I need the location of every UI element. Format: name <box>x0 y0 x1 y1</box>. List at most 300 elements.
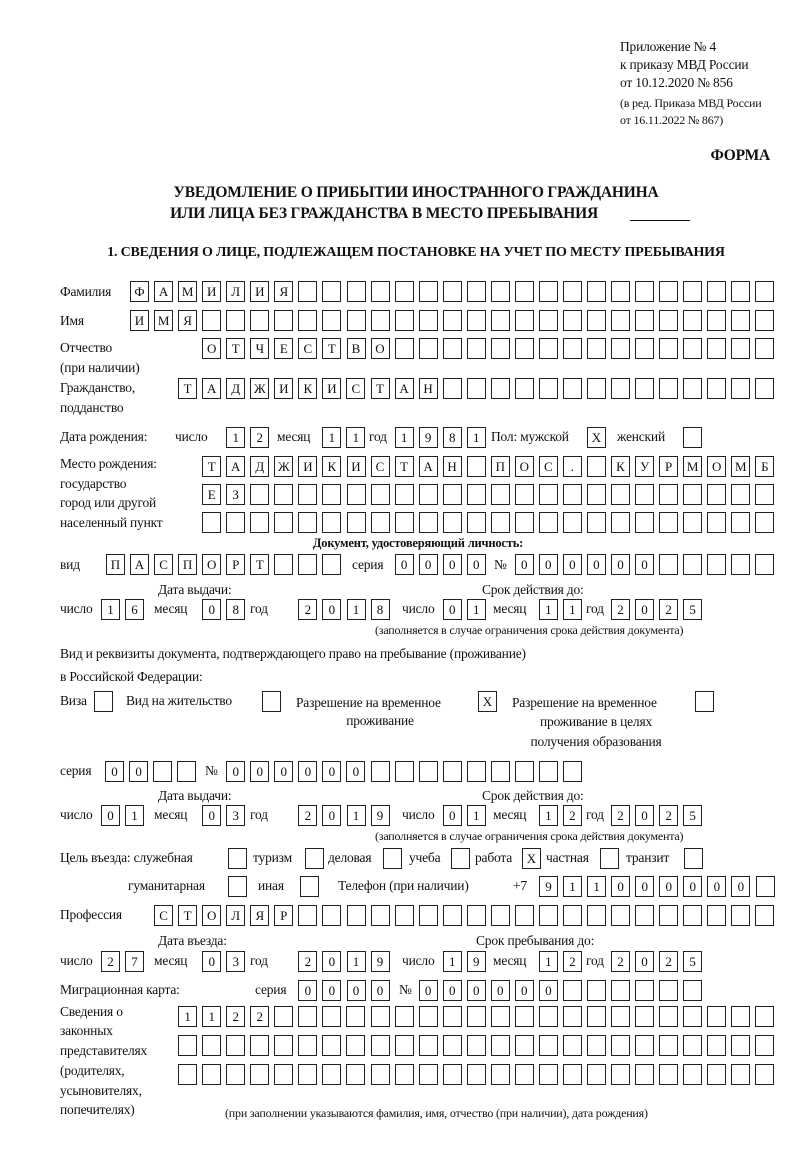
stay-day-label: число <box>402 953 435 968</box>
char-cell <box>153 761 172 782</box>
char-cell: Б <box>755 456 774 477</box>
checkbox-cell <box>262 691 281 712</box>
char-cell <box>298 1064 317 1085</box>
id-validity-note: (заполняется в случае ограничения срока действия документа) <box>375 623 684 637</box>
char-cell <box>707 310 726 331</box>
char-cell: 0 <box>101 805 120 826</box>
char-cell: 5 <box>683 805 702 826</box>
char-cell: 1 <box>467 599 486 620</box>
char-cell <box>467 484 486 505</box>
char-cell <box>635 980 654 1001</box>
char-cell: 1 <box>125 805 144 826</box>
char-cell <box>563 761 582 782</box>
char-cell: 0 <box>707 876 726 897</box>
char-cell: 1 <box>539 599 558 620</box>
char-cell: О <box>202 554 221 575</box>
char-cell: 2 <box>298 599 317 620</box>
char-cell <box>731 1006 750 1027</box>
char-cell <box>250 1064 269 1085</box>
char-cell <box>443 1064 462 1085</box>
char-cell: А <box>154 281 173 302</box>
char-cell: А <box>419 456 438 477</box>
char-cell <box>467 456 486 477</box>
char-cell <box>274 554 293 575</box>
char-cell <box>659 484 678 505</box>
char-cell: 1 <box>563 599 582 620</box>
char-cell: Т <box>371 378 390 399</box>
char-cell: Л <box>226 281 245 302</box>
char-cell <box>322 554 341 575</box>
char-cell <box>539 1006 558 1027</box>
char-cell <box>371 310 390 331</box>
char-cell <box>467 761 486 782</box>
char-cell <box>539 1064 558 1085</box>
char-cell <box>707 554 726 575</box>
char-cell: 5 <box>683 599 702 620</box>
char-cell <box>371 281 390 302</box>
char-cell: 1 <box>226 427 245 448</box>
char-cell <box>515 761 534 782</box>
order-label: к приказу МВД России <box>620 57 749 72</box>
char-cell <box>563 980 582 1001</box>
char-cell <box>611 378 630 399</box>
char-cell <box>467 1035 486 1056</box>
char-cell <box>347 310 366 331</box>
char-cell: И <box>130 310 149 331</box>
id-issue-year-label: год <box>250 601 268 616</box>
char-cell <box>491 1035 510 1056</box>
rd-valid-month-label: месяц <box>493 807 527 822</box>
birth-month-label: месяц <box>277 429 311 444</box>
char-cell: 0 <box>467 554 486 575</box>
study-label: учеба <box>409 850 441 865</box>
char-cell <box>467 512 486 533</box>
char-cell: 2 <box>563 805 582 826</box>
char-cell <box>467 378 486 399</box>
char-cell <box>419 338 438 359</box>
char-cell: 2 <box>611 805 630 826</box>
char-cell <box>539 310 558 331</box>
edition-label: (в ред. Приказа МВД России <box>620 96 762 110</box>
char-cell: 0 <box>539 980 558 1001</box>
char-cell: 0 <box>515 980 534 1001</box>
char-cell <box>731 378 750 399</box>
char-cell <box>178 1035 197 1056</box>
stay-until-label: Срок пребывания до: <box>476 933 595 948</box>
checkbox-cell: X <box>587 427 606 448</box>
char-cell: 0 <box>129 761 148 782</box>
char-cell <box>683 1006 702 1027</box>
char-cell <box>731 512 750 533</box>
char-cell: 0 <box>635 951 654 972</box>
char-cell <box>539 281 558 302</box>
char-cell <box>467 310 486 331</box>
char-cell <box>322 1064 341 1085</box>
char-cell: 0 <box>611 554 630 575</box>
tourism-label: туризм <box>253 850 292 865</box>
char-cell <box>443 905 462 926</box>
char-cell: 1 <box>322 427 341 448</box>
char-cell: О <box>515 456 534 477</box>
char-cell: 0 <box>683 876 702 897</box>
char-cell: 1 <box>346 427 365 448</box>
char-cell <box>395 905 414 926</box>
char-cell <box>443 1006 462 1027</box>
char-cell: 0 <box>443 980 462 1001</box>
char-cell: 0 <box>539 554 558 575</box>
char-cell <box>298 1006 317 1027</box>
char-cell: К <box>611 456 630 477</box>
char-cell: Д <box>250 456 269 477</box>
migration-series-label: серия <box>255 982 287 997</box>
char-cell <box>755 554 774 575</box>
char-cell <box>539 1035 558 1056</box>
char-cell: 1 <box>443 951 462 972</box>
char-cell: 2 <box>563 951 582 972</box>
checkbox-cell <box>228 876 247 897</box>
char-cell <box>563 378 582 399</box>
char-cell: К <box>298 378 317 399</box>
char-cell <box>515 281 534 302</box>
char-cell <box>755 1006 774 1027</box>
char-cell <box>587 1064 606 1085</box>
checkbox-cell <box>683 427 702 448</box>
char-cell <box>755 905 774 926</box>
char-cell: 2 <box>226 1006 245 1027</box>
char-cell: 1 <box>202 1006 221 1027</box>
char-cell: 5 <box>683 951 702 972</box>
char-cell <box>371 512 390 533</box>
char-cell <box>635 484 654 505</box>
patronymic-label: Отчество <box>60 340 113 355</box>
char-cell <box>659 512 678 533</box>
char-cell: О <box>202 905 221 926</box>
char-cell: П <box>491 456 510 477</box>
char-cell: 9 <box>419 427 438 448</box>
char-cell <box>635 310 654 331</box>
char-cell <box>683 338 702 359</box>
char-cell: Д <box>226 378 245 399</box>
char-cell <box>178 1064 197 1085</box>
char-cell <box>683 512 702 533</box>
char-cell: Я <box>274 281 293 302</box>
char-cell: 0 <box>322 761 341 782</box>
edu-permit-label-1: Разрешение на временное <box>512 695 657 710</box>
char-cell <box>467 1064 486 1085</box>
char-cell: 0 <box>467 980 486 1001</box>
char-cell: Р <box>659 456 678 477</box>
citizenship-label-2: подданство <box>60 400 124 415</box>
char-cell <box>587 378 606 399</box>
char-cell <box>395 1064 414 1085</box>
char-cell: 0 <box>563 554 582 575</box>
char-cell: М <box>731 456 750 477</box>
edu-permit-label-2: проживание в целях <box>539 714 653 729</box>
char-cell <box>587 281 606 302</box>
char-cell: . <box>563 456 582 477</box>
title-blank-line <box>630 220 690 221</box>
char-cell <box>707 905 726 926</box>
char-cell <box>346 1035 365 1056</box>
char-cell <box>707 1006 726 1027</box>
char-cell <box>707 378 726 399</box>
humanitarian-label: гуманитарная <box>128 878 205 893</box>
char-cell <box>443 310 462 331</box>
char-cell <box>515 512 534 533</box>
citizenship-label: Гражданство, <box>60 380 136 395</box>
char-cell <box>467 905 486 926</box>
char-cell <box>659 980 678 1001</box>
char-cell <box>347 512 366 533</box>
form-label: ФОРМА <box>710 147 770 164</box>
char-cell: Т <box>322 338 341 359</box>
rd-issue-month-label: месяц <box>154 807 188 822</box>
reps-label-4: (родителях, <box>60 1063 125 1078</box>
char-cell: Н <box>419 378 438 399</box>
checkbox-cell: X <box>522 848 541 869</box>
rd-number-label: № <box>205 763 218 778</box>
char-cell <box>756 876 775 897</box>
checkbox-cell <box>228 848 247 869</box>
char-cell <box>755 1064 774 1085</box>
char-cell: 0 <box>491 980 510 1001</box>
checkbox-cell <box>684 848 703 869</box>
char-cell: 0 <box>443 554 462 575</box>
reps-note: (при заполнении указываются фамилия, имя, отчество (при наличии), дата рождения) <box>225 1106 648 1120</box>
char-cell <box>755 512 774 533</box>
char-cell <box>322 512 341 533</box>
checkbox-cell <box>305 848 324 869</box>
char-cell <box>419 1064 438 1085</box>
char-cell <box>250 484 269 505</box>
rd-issue-date-label: Дата выдачи: <box>158 788 232 803</box>
rd-valid-until-label: Срок действия до: <box>482 788 584 803</box>
char-cell: 3 <box>226 805 245 826</box>
char-cell <box>731 338 750 359</box>
char-cell <box>226 1064 245 1085</box>
char-cell: Н <box>443 456 462 477</box>
char-cell <box>274 484 293 505</box>
char-cell <box>611 980 630 1001</box>
entry-day-label: число <box>60 953 93 968</box>
char-cell <box>563 905 582 926</box>
char-cell <box>539 512 558 533</box>
char-cell: П <box>106 554 125 575</box>
checkbox-cell <box>695 691 714 712</box>
char-cell: А <box>226 456 245 477</box>
id-issue-date-label: Дата выдачи: <box>158 582 232 597</box>
char-cell <box>683 554 702 575</box>
char-cell: М <box>178 281 197 302</box>
char-cell <box>755 338 774 359</box>
char-cell <box>202 310 221 331</box>
id-valid-until-label: Срок действия до: <box>482 582 584 597</box>
char-cell: 1 <box>101 599 120 620</box>
char-cell <box>371 1035 390 1056</box>
char-cell: И <box>322 378 341 399</box>
char-cell <box>563 338 582 359</box>
char-cell <box>274 1035 293 1056</box>
char-cell <box>707 281 726 302</box>
char-cell <box>611 338 630 359</box>
char-cell: 0 <box>274 761 293 782</box>
char-cell: 2 <box>611 599 630 620</box>
char-cell <box>443 761 462 782</box>
patronymic-note: (при наличии) <box>60 360 140 375</box>
char-cell <box>467 1006 486 1027</box>
char-cell: М <box>154 310 173 331</box>
char-cell <box>611 1006 630 1027</box>
char-cell: А <box>130 554 149 575</box>
char-cell <box>274 1064 293 1085</box>
char-cell <box>659 281 678 302</box>
char-cell <box>395 338 414 359</box>
char-cell: 9 <box>467 951 486 972</box>
char-cell <box>707 484 726 505</box>
char-cell: Р <box>226 554 245 575</box>
char-cell: О <box>707 456 726 477</box>
char-cell: 2 <box>250 427 269 448</box>
char-cell: 2 <box>101 951 120 972</box>
char-cell: 0 <box>515 554 534 575</box>
char-cell <box>587 484 606 505</box>
char-cell: П <box>178 554 197 575</box>
char-cell: Р <box>274 905 293 926</box>
char-cell: З <box>226 484 245 505</box>
checkbox-cell: X <box>478 691 497 712</box>
char-cell: 0 <box>202 599 221 620</box>
char-cell: 0 <box>250 761 269 782</box>
entry-month-label: месяц <box>154 953 188 968</box>
char-cell <box>563 310 582 331</box>
char-cell <box>539 761 558 782</box>
char-cell: С <box>154 905 173 926</box>
char-cell: 0 <box>731 876 750 897</box>
char-cell <box>659 1006 678 1027</box>
id-issue-month-label: месяц <box>154 601 188 616</box>
char-cell <box>683 980 702 1001</box>
rd-validity-note: (заполняется в случае ограничения срока действия документа) <box>375 829 684 843</box>
char-cell <box>395 512 414 533</box>
char-cell <box>322 1035 341 1056</box>
char-cell: 0 <box>635 599 654 620</box>
char-cell <box>419 1035 438 1056</box>
char-cell <box>491 338 510 359</box>
char-cell <box>683 1064 702 1085</box>
char-cell: 2 <box>250 1006 269 1027</box>
char-cell <box>515 1035 534 1056</box>
phone-prefix: +7 <box>513 878 527 893</box>
char-cell: 6 <box>125 599 144 620</box>
char-cell <box>371 761 390 782</box>
char-cell: И <box>347 456 366 477</box>
char-cell <box>755 281 774 302</box>
char-cell: 0 <box>659 876 678 897</box>
char-cell <box>611 310 630 331</box>
phone-label: Телефон (при наличии) <box>338 878 469 893</box>
transit-label: транзит <box>626 850 670 865</box>
char-cell <box>611 1035 630 1056</box>
char-cell <box>755 378 774 399</box>
char-cell <box>587 1006 606 1027</box>
char-cell: В <box>347 338 366 359</box>
sex-female-label: женский <box>617 429 665 444</box>
char-cell <box>515 378 534 399</box>
char-cell: Л <box>226 905 245 926</box>
char-cell <box>635 1064 654 1085</box>
char-cell <box>443 338 462 359</box>
char-cell: 7 <box>125 951 144 972</box>
id-valid-day-label: число <box>402 601 435 616</box>
char-cell: Т <box>226 338 245 359</box>
char-cell: 0 <box>419 980 438 1001</box>
char-cell: 2 <box>659 951 678 972</box>
char-cell <box>587 1035 606 1056</box>
id-valid-year-label: год <box>586 601 604 616</box>
char-cell <box>419 484 438 505</box>
char-cell <box>491 484 510 505</box>
char-cell <box>371 1064 390 1085</box>
char-cell <box>298 554 317 575</box>
char-cell <box>587 980 606 1001</box>
char-cell: А <box>202 378 221 399</box>
char-cell <box>395 281 414 302</box>
char-cell <box>202 512 221 533</box>
char-cell <box>611 484 630 505</box>
char-cell: 8 <box>371 599 390 620</box>
char-cell <box>347 281 366 302</box>
char-cell <box>635 338 654 359</box>
char-cell <box>587 338 606 359</box>
char-cell: Е <box>202 484 221 505</box>
char-cell <box>322 484 341 505</box>
char-cell <box>539 378 558 399</box>
char-cell <box>250 512 269 533</box>
char-cell <box>659 1035 678 1056</box>
char-cell <box>515 905 534 926</box>
char-cell: 0 <box>322 980 341 1001</box>
checkbox-cell <box>300 876 319 897</box>
char-cell: 0 <box>226 761 245 782</box>
char-cell <box>395 484 414 505</box>
birth-settlement-label: населенный пункт <box>60 515 163 530</box>
char-cell: 1 <box>467 427 486 448</box>
char-cell <box>346 1064 365 1085</box>
char-cell <box>683 378 702 399</box>
char-cell: У <box>635 456 654 477</box>
char-cell <box>274 310 293 331</box>
char-cell <box>443 378 462 399</box>
business-label: деловая <box>328 850 372 865</box>
char-cell: 2 <box>611 951 630 972</box>
char-cell <box>659 338 678 359</box>
char-cell: 1 <box>587 876 606 897</box>
char-cell: Т <box>178 378 197 399</box>
char-cell: И <box>250 281 269 302</box>
char-cell: С <box>346 378 365 399</box>
char-cell: 0 <box>298 761 317 782</box>
char-cell: А <box>395 378 414 399</box>
char-cell <box>755 1035 774 1056</box>
char-cell: О <box>371 338 390 359</box>
char-cell <box>707 512 726 533</box>
char-cell <box>202 1035 221 1056</box>
char-cell <box>563 281 582 302</box>
char-cell <box>491 512 510 533</box>
char-cell <box>515 338 534 359</box>
char-cell <box>226 512 245 533</box>
char-cell: 1 <box>467 805 486 826</box>
